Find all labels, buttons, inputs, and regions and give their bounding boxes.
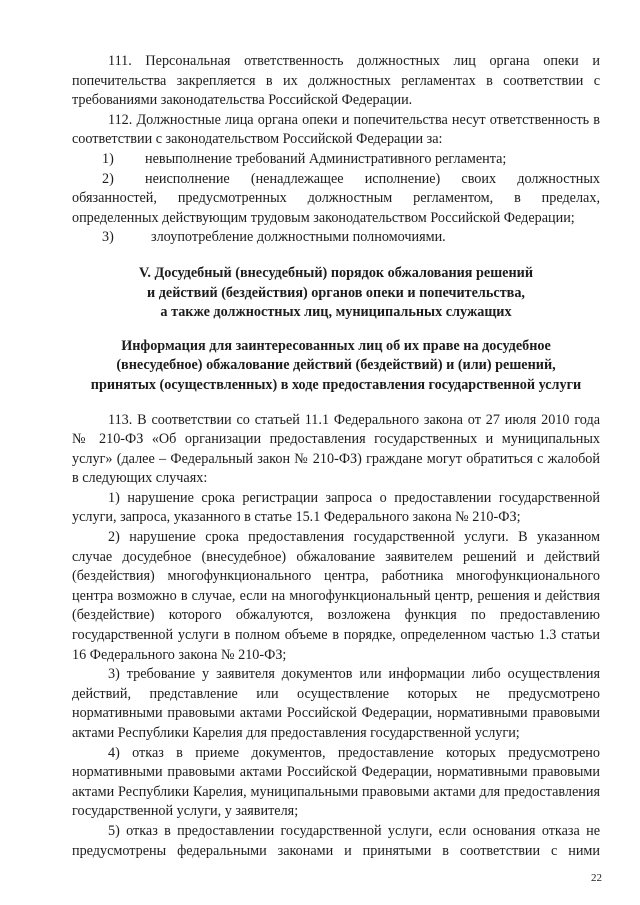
list-number: 2): [102, 170, 114, 187]
paragraph-112: 112. Должностные лица органа опеки и попечительства несут ответственность в соответствии с законодательством Российской Федерации за:: [72, 111, 600, 148]
list-number: 3): [102, 229, 114, 246]
list-item: 5) отказ в предоставлении государственной услуги, если основания отказа не предусмотрены федеральными законами и принятыми в соответствии с ними: [72, 822, 600, 859]
list-item: [72, 150, 600, 170]
paragraph-111: 111. Персональная ответственность должностных лиц органа опеки и попечительства закрепляется в их должностных регламентах в соответствии с требованиями законодательства Российской Федерации.: [72, 53, 600, 109]
list-text: неисполнение (ненадлежащее исполнение) своих должностных обязанностей, предусмотренных должностным регламентом, в пределах, определенных действующим трудовым законодательством Российской Федерации;: [72, 170, 600, 226]
list-text: злоупотребление должностными полномочиями.: [151, 229, 446, 246]
section-title-line: а также должностных лиц, муниципальных служащих: [160, 304, 512, 321]
list-item: 3) требование у заявителя документов или информации либо осуществления действий, представление или осуществление которых не предусмотрено нормативными правовыми актами Российской Федерации, нормативными правовыми актами Республики Карелия для предоставления государственной услуги;: [72, 666, 600, 741]
subsection-title-line: Информация для заинтересованных лиц об их праве на досудебное: [121, 337, 551, 354]
list-number: 1): [102, 150, 114, 167]
subsection-title-line: (внесудебное) обжалование действий (бездействий) и (или) решений,: [116, 357, 556, 374]
list-item: 2) нарушение срока предоставления государственной услуги. В указанном случае досудебное (внесудебное) обжалование заявителем решений и действий (бездействия) многофункционального центра, работника многофункционального центра возможно в случае, если на многофункциональный центр, решения и действия (бездействие) которого обжалуются, возложена функция по предоставлению государственной услуги в полном объеме в порядке, определенном частью 1.3 статьи 16 Федерального закона № 210-ФЗ;: [72, 529, 600, 663]
list-text: невыполнение требований Административного регламента;: [145, 150, 507, 167]
page-number: 22: [591, 872, 602, 884]
list-item: [72, 228, 600, 248]
list-item: 1) нарушение срока регистрации запроса о предоставлении государственной услуги, запроса, указанного в статье 15.1 Федерального закона № 210-ФЗ;: [72, 489, 600, 526]
subsection-title-line: принятых (осуществленных) в ходе предоставления государственной услуги: [90, 376, 582, 393]
list-item: [72, 170, 600, 229]
section-title: [72, 264, 600, 323]
subsection-title: [72, 337, 600, 396]
list-item: 4) отказ в приеме документов, предоставление которых предусмотрено нормативными правовыми актами Российской Федерации, нормативными правовыми актами Республики Карелия, муниципальными правовыми актами для предоставления государственной услуги, у заявителя;: [72, 744, 600, 820]
page-body: [72, 52, 600, 861]
section-title-line: V. Досудебный (внесудебный) порядок обжалования решений: [139, 264, 533, 281]
section-title-line: и действий (бездействия) органов опеки и попечительства,: [147, 284, 525, 301]
paragraph-113: 113. В соответствии со статьей 11.1 Федерального закона от 27 июля 2010 года № 210-ФЗ «Об организации предоставления государственных и муниципальных услуг» (далее – Федеральный закон № 210-ФЗ) граждане могут обратиться с жалобой в следующих случаях:: [72, 411, 600, 487]
